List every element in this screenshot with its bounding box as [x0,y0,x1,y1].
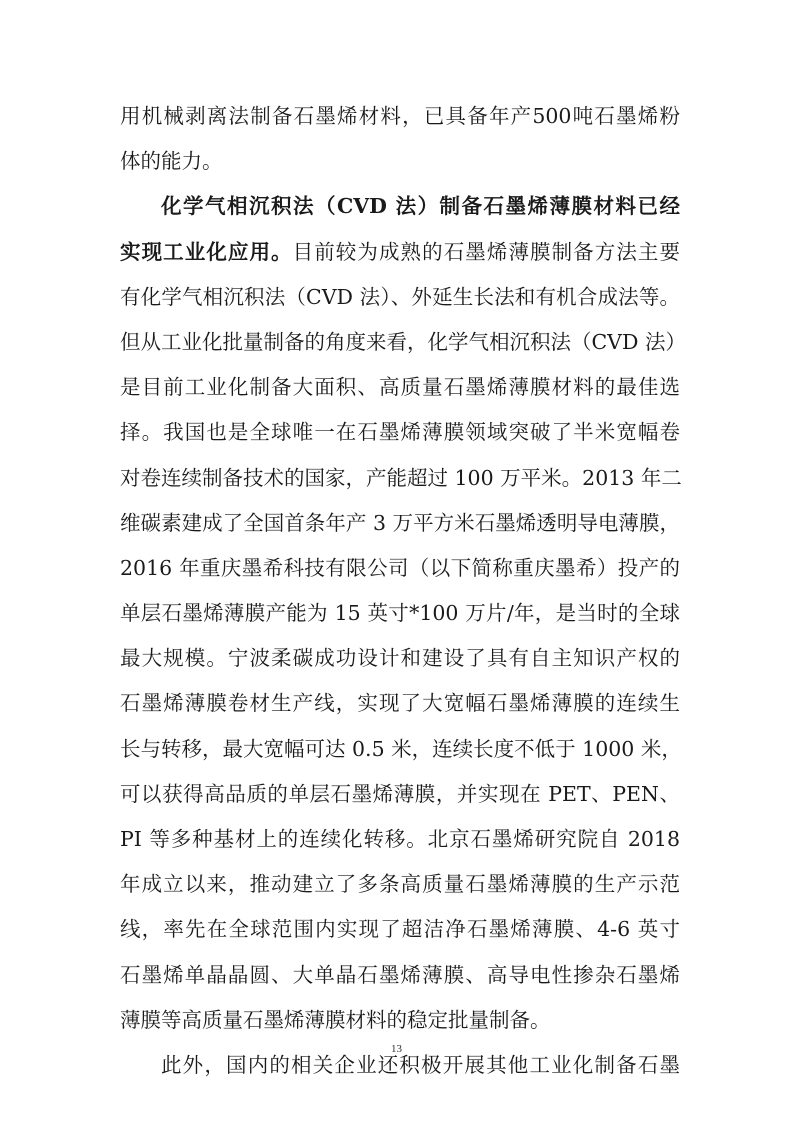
text-line: 是目前工业化制备大面积、高质量石墨烯薄膜材料的最佳选 [120,375,680,400]
text-line: 最大规模。宁波柔碳成功设计和建设了具有自主知识产权的 [120,646,680,671]
page-number: 13 [391,1043,402,1055]
text-line: 单层石墨烯薄膜产能为 15 英寸*100 万片/年，是当时的全球 [120,601,680,626]
text-line: 对卷连续制备技术的国家，产能超过 100 万平米。2013 年二 [120,465,682,490]
text-line: 维碳素建成了全国首条年产 3 万平方米石墨烯透明导电薄膜， [120,510,680,535]
text-line: PI 等多种基材上的连续化转移。北京石墨烯研究院自 2018 [120,827,680,851]
text-line: 但从工业化批量制备的角度来看，化学气相沉积法（CVD 法） [120,329,686,354]
text-line: 石墨烯薄膜卷材生产线，实现了大宽幅石墨烯薄膜的连续生 [120,691,680,716]
text-line: 2016 年重庆墨希科技有限公司（以下简称重庆墨希）投产的 [120,555,680,580]
text-line: 此外，国内的相关企业还积极开展其他工业化制备石墨 [161,1052,680,1077]
text-line: 用机械剥离法制备石墨烯材料，已具备年产500吨石墨烯粉 [120,104,680,128]
body-text [120,94,686,1088]
text-line: 线，率先在全球范围内实现了超洁净石墨烯薄膜、4-6 英寸 [120,917,680,942]
text-line: 年成立以来，推动建立了多条高质量石墨烯薄膜的生产示范 [120,872,680,897]
text-line: 可以获得高品质的单层石墨烯薄膜，并实现在 PET、PEN、 [120,781,680,806]
text-line [120,230,680,275]
text-line: 有化学气相沉积法（CVD 法）、外延生长法和有机合成法等。 [120,284,680,309]
text-line: 石墨烯单晶晶圆、大单晶石墨烯薄膜、高导电性掺杂石墨烯 [120,962,680,987]
bold-heading-line: 化学气相沉积法（CVD 法）制备石墨烯薄膜材料已经 [161,194,680,219]
text-inline: 目前较为成熟的石墨烯薄膜制备方法主要 [292,239,680,264]
bold-heading-inline: 实现工业化应用。 [120,239,293,264]
text-line: 薄膜等高质量石墨烯薄膜材料的稳定批量制备。 [120,1007,551,1032]
text-line: 体的能力。 [120,149,223,174]
text-line: 择。我国也是全球唯一在石墨烯薄膜领域突破了半米宽幅卷 [120,420,680,445]
text-line: 长与转移，最大宽幅可达 0.5 米，连续长度不低于 1000 米， [120,736,682,761]
